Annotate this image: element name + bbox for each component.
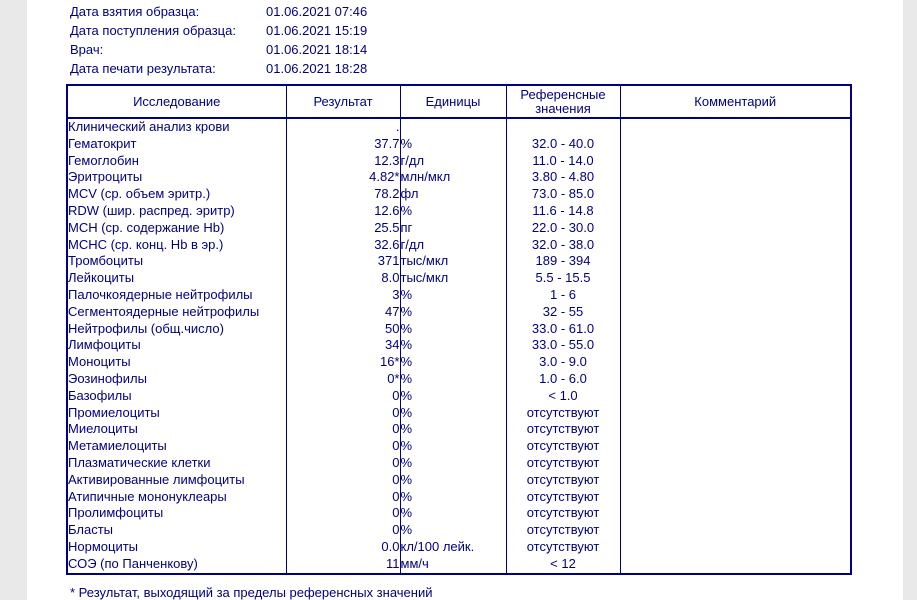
reference-range: 32.0 - 40.0 (506, 136, 620, 153)
header-result: Результат (286, 85, 400, 118)
meta-value: 01.06.2021 07:46 (266, 4, 368, 19)
header-research: Исследование (67, 85, 286, 118)
comment-cell (620, 354, 851, 371)
reference-range: < 12 (506, 556, 620, 574)
meta-row (70, 2, 903, 21)
analyte-name: RDW (шир. распред. эритр) (68, 202, 235, 218)
reference-range: 11.6 - 14.8 (506, 203, 620, 220)
units-value (400, 118, 506, 136)
units-value: мм/ч (400, 556, 506, 574)
units-value: % (400, 522, 506, 539)
table-row (67, 388, 851, 405)
reference-range: 189 - 394 (506, 253, 620, 270)
comment-cell (620, 505, 851, 522)
units-value: % (400, 421, 506, 438)
result-value: 11 (286, 556, 400, 574)
comment-cell (620, 270, 851, 287)
table-row (67, 438, 851, 455)
reference-range: 5.5 - 15.5 (506, 270, 620, 287)
units-value: г/дл (400, 237, 506, 254)
result-value: 25.5 (286, 220, 400, 237)
table-row (67, 237, 851, 254)
reference-range (506, 118, 620, 136)
comment-cell (620, 371, 851, 388)
result-value: 0 (286, 405, 400, 422)
units-value: тыс/мкл (400, 253, 506, 270)
reference-range: 11.0 - 14.0 (506, 153, 620, 170)
reference-range: отсутствуют (506, 421, 620, 438)
comment-cell (620, 304, 851, 321)
result-value: . (286, 118, 400, 136)
table-row (67, 321, 851, 338)
comment-cell (620, 405, 851, 422)
meta-value: 01.06.2021 18:28 (266, 61, 368, 76)
comment-cell (620, 489, 851, 506)
analyte-name: Моноциты (68, 354, 131, 370)
comment-cell (620, 522, 851, 539)
comment-cell (620, 203, 851, 220)
table-row (67, 489, 851, 506)
lab-report-page (27, 0, 903, 600)
reference-range: 3.80 - 4.80 (506, 169, 620, 186)
analyte-name: Клинический анализ крови (68, 119, 230, 134)
table-row (67, 556, 851, 574)
meta-label: Дата взятия образца: (70, 4, 200, 19)
reference-range: отсутствуют (506, 522, 620, 539)
table-header-row (67, 85, 851, 118)
analyte-name: Бласты (68, 522, 113, 538)
units-value: % (400, 472, 506, 489)
analyte-name: Лейкоциты (68, 270, 135, 286)
result-value: 0 (286, 421, 400, 438)
analyte-name: Пролимфоциты (68, 505, 164, 521)
comment-cell (620, 455, 851, 472)
table-row (67, 253, 851, 270)
reference-range: отсутствуют (506, 455, 620, 472)
analyte-name: Нормоциты (68, 538, 139, 554)
table-row (67, 169, 851, 186)
table-row (67, 203, 851, 220)
analyte-name: Атипичные мононуклеары (68, 488, 227, 504)
result-value: 50 (286, 321, 400, 338)
units-value: % (400, 489, 506, 506)
meta-label: Дата поступления образца: (70, 23, 236, 38)
comment-cell (620, 118, 851, 136)
comment-cell (620, 539, 851, 556)
comment-cell (620, 220, 851, 237)
analyte-name: Сегментоядерные нейтрофилы (68, 303, 260, 319)
table-row (67, 304, 851, 321)
meta-row (70, 59, 903, 78)
meta-label: Дата печати результата: (70, 61, 216, 76)
analyte-name: Эозинофилы (68, 370, 147, 386)
analyte-name: СОЭ (по Панченкову) (68, 555, 198, 571)
comment-cell (620, 337, 851, 354)
units-value: % (400, 354, 506, 371)
analyte-name: Эритроциты (68, 169, 143, 185)
units-value: % (400, 438, 506, 455)
table-row (67, 153, 851, 170)
units-value: фл (400, 186, 506, 203)
units-value: % (400, 505, 506, 522)
analyte-name: Гемоглобин (68, 152, 139, 168)
units-value: млн/мкл (400, 169, 506, 186)
units-value: % (400, 388, 506, 405)
analyte-name: Метамиелоциты (68, 438, 167, 454)
units-value: г/дл (400, 153, 506, 170)
table-row (67, 118, 851, 136)
analyte-name: Плазматические клетки (68, 454, 211, 470)
table-row (67, 421, 851, 438)
meta-label: Врач: (70, 42, 104, 57)
table-row (67, 287, 851, 304)
analyte-name: MCH (ср. содержание Hb) (68, 219, 225, 235)
comment-cell (620, 153, 851, 170)
report-meta-section (27, 0, 903, 84)
table-row (67, 505, 851, 522)
table-row (67, 371, 851, 388)
comment-cell (620, 472, 851, 489)
table-row (67, 522, 851, 539)
comment-cell (620, 421, 851, 438)
comment-cell (620, 388, 851, 405)
result-value: 47 (286, 304, 400, 321)
result-value: 3 (286, 287, 400, 304)
units-value: кл/100 лейк. (400, 539, 506, 556)
comment-cell (620, 556, 851, 574)
analyte-name: Тромбоциты (68, 253, 144, 269)
units-value: пг (400, 220, 506, 237)
reference-range: 33.0 - 55.0 (506, 337, 620, 354)
result-value: 371 (286, 253, 400, 270)
result-value: 0.0 (286, 539, 400, 556)
table-row (67, 136, 851, 153)
reference-range: отсутствуют (506, 489, 620, 506)
reference-range: 32 - 55 (506, 304, 620, 321)
result-value: 0 (286, 522, 400, 539)
units-value: % (400, 304, 506, 321)
comment-cell (620, 169, 851, 186)
units-value: % (400, 405, 506, 422)
units-value: % (400, 337, 506, 354)
comment-cell (620, 321, 851, 338)
result-value: 4.82* (286, 169, 400, 186)
result-value: 0 (286, 438, 400, 455)
units-value: % (400, 203, 506, 220)
reference-range: 73.0 - 85.0 (506, 186, 620, 203)
header-reference: Референсные значения (506, 85, 620, 118)
reference-range: 32.0 - 38.0 (506, 237, 620, 254)
result-value: 0 (286, 388, 400, 405)
table-row (67, 354, 851, 371)
units-value: % (400, 136, 506, 153)
table-row (67, 539, 851, 556)
analyte-name: Базофилы (68, 387, 132, 403)
comment-cell (620, 287, 851, 304)
units-value: % (400, 321, 506, 338)
analyte-name: Палочкоядерные нейтрофилы (68, 286, 253, 302)
units-value: тыс/мкл (400, 270, 506, 287)
meta-value: 01.06.2021 15:19 (266, 23, 368, 38)
meta-value: 01.06.2021 18:14 (266, 42, 368, 57)
reference-range: отсутствуют (506, 405, 620, 422)
result-value: 0 (286, 472, 400, 489)
result-value: 8.0 (286, 270, 400, 287)
result-value: 34 (286, 337, 400, 354)
reference-range: 3.0 - 9.0 (506, 354, 620, 371)
reference-range: < 1.0 (506, 388, 620, 405)
table-row (67, 405, 851, 422)
header-comment: Комментарий (620, 85, 851, 118)
comment-cell (620, 253, 851, 270)
result-value: 0 (286, 489, 400, 506)
result-value: 0* (286, 371, 400, 388)
result-value: 0 (286, 455, 400, 472)
analyte-name: Гематокрит (68, 135, 137, 151)
reference-range: 1.0 - 6.0 (506, 371, 620, 388)
result-value: 12.6 (286, 203, 400, 220)
analyte-name: Активированные лимфоциты (68, 471, 245, 487)
reference-range: отсутствуют (506, 472, 620, 489)
table-row (67, 270, 851, 287)
result-value: 32.6 (286, 237, 400, 254)
table-row (67, 220, 851, 237)
result-value: 0 (286, 505, 400, 522)
analyte-name: Миелоциты (68, 421, 138, 437)
meta-row (70, 21, 903, 40)
result-value: 78.2 (286, 186, 400, 203)
reference-range: отсутствуют (506, 438, 620, 455)
table-row (67, 472, 851, 489)
results-table (66, 84, 852, 575)
footnote: * Результат, выходящий за пределы референсных значений (70, 584, 433, 600)
result-value: 37.7 (286, 136, 400, 153)
analyte-name: Промиелоциты (68, 404, 160, 420)
comment-cell (620, 186, 851, 203)
units-value: % (400, 371, 506, 388)
meta-row (70, 40, 903, 59)
analyte-name: Нейтрофилы (общ.число) (68, 320, 224, 336)
table-row (67, 455, 851, 472)
comment-cell (620, 237, 851, 254)
reference-range: отсутствуют (506, 505, 620, 522)
units-value: % (400, 455, 506, 472)
result-value: 12.3 (286, 153, 400, 170)
table-row (67, 337, 851, 354)
comment-cell (620, 136, 851, 153)
result-value: 16* (286, 354, 400, 371)
units-value: % (400, 287, 506, 304)
analyte-name: Лимфоциты (68, 337, 141, 353)
analyte-name: MCHC (ср. конц. Hb в эр.) (68, 236, 224, 252)
reference-range: 22.0 - 30.0 (506, 220, 620, 237)
analyte-name: MCV (ср. объем эритр.) (68, 186, 211, 202)
header-units: Единицы (400, 85, 506, 118)
comment-cell (620, 438, 851, 455)
table-row (67, 186, 851, 203)
reference-range: отсутствуют (506, 539, 620, 556)
reference-range: 1 - 6 (506, 287, 620, 304)
reference-range: 33.0 - 61.0 (506, 321, 620, 338)
